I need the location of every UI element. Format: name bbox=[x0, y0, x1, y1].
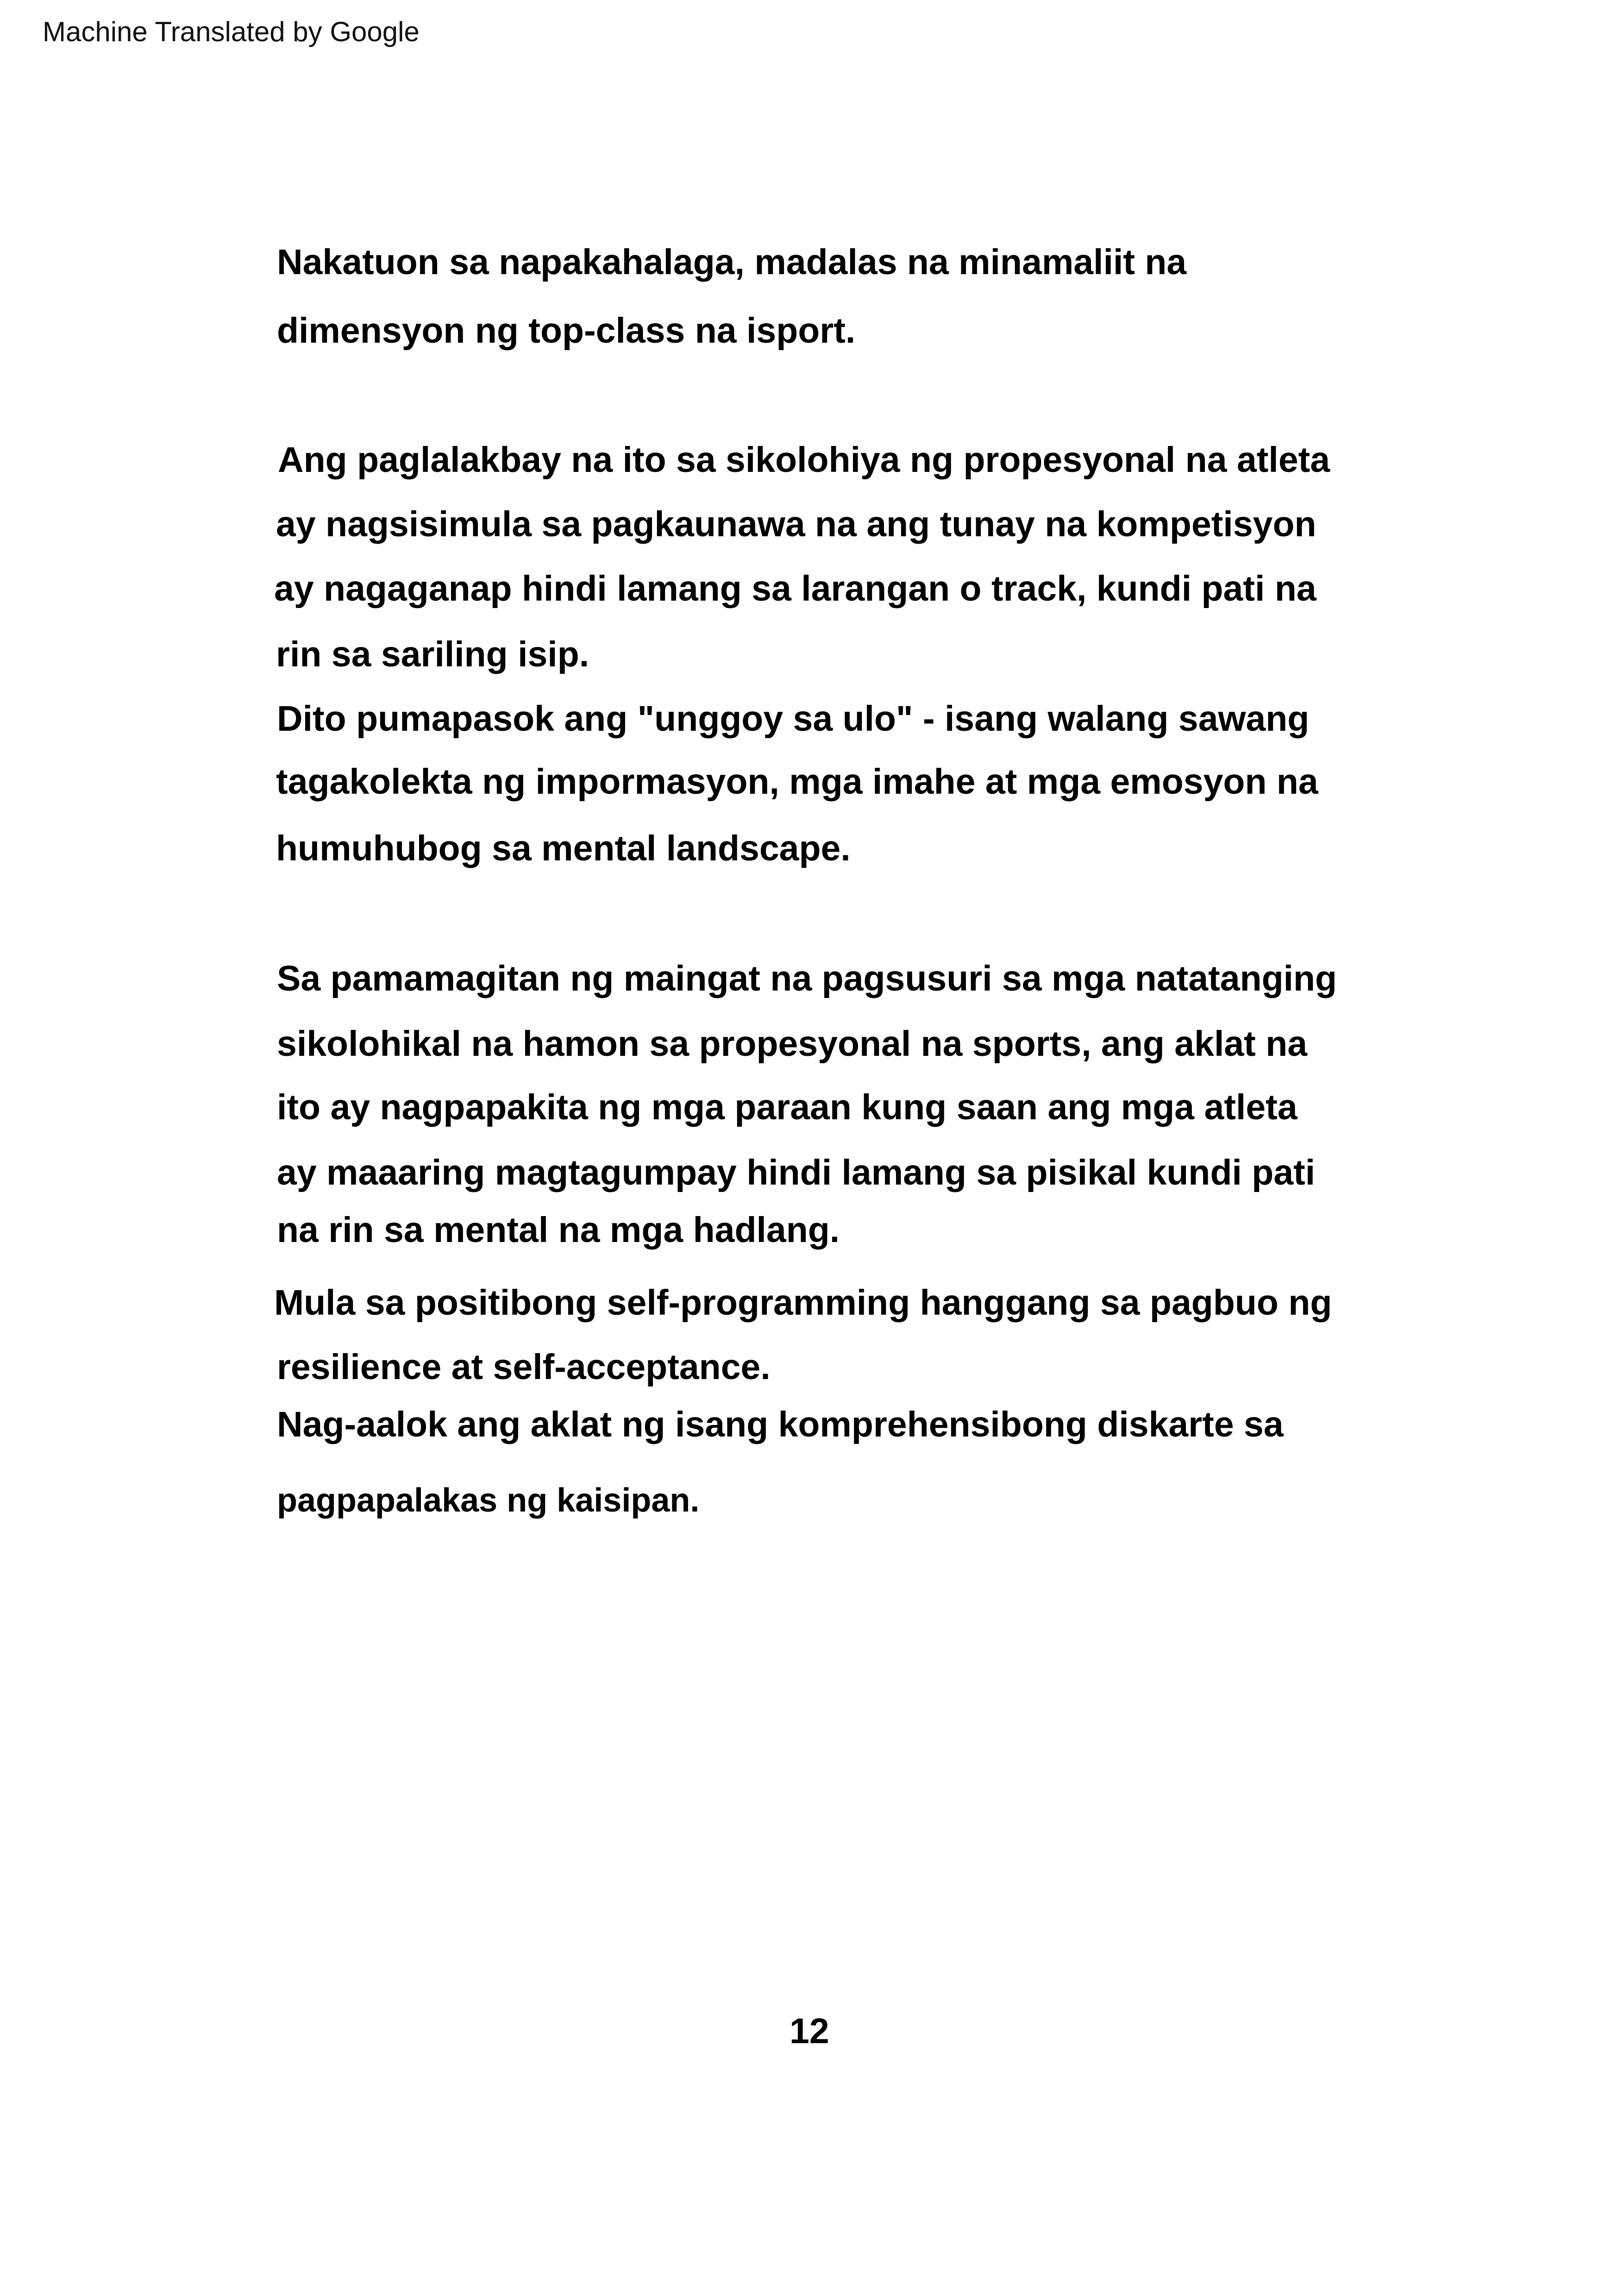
text-line: ay maaaring magtagumpay hindi lamang sa pisikal kundi pati bbox=[277, 1153, 1316, 1192]
text-line: Dito pumapasok ang "unggoy sa ulo" - isang walang sawang bbox=[277, 699, 1310, 739]
text-line: Mula sa positibong self-programming hanggang sa pagbuo ng bbox=[274, 1283, 1332, 1323]
text-line: resilience at self-acceptance. bbox=[277, 1347, 771, 1387]
text-line: pagpapalakas ng kaisipan. bbox=[277, 1482, 700, 1519]
text-line: dimensyon ng top-class na isport. bbox=[277, 311, 856, 351]
text-line: na rin sa mental na mga hadlang. bbox=[277, 1210, 840, 1250]
text-line: Sa pamamagitan ng maingat na pagsusuri sa mga natatanging bbox=[277, 959, 1337, 998]
text-line: ay nagaganap hindi lamang sa larangan o track, kundi pati na bbox=[274, 569, 1316, 609]
text-line: ay nagsisimula sa pagkaunawa na ang tunay na kompetisyon bbox=[276, 504, 1316, 544]
machine-translated-note: Machine Translated by Google bbox=[43, 16, 420, 47]
text-line: rin sa sariling isip. bbox=[276, 634, 589, 674]
text-line: tagakolekta ng impormasyon, mga imahe at mga emosyon na bbox=[276, 762, 1318, 802]
text-line: sikolohikal na hamon sa propesyonal na sports, ang aklat na bbox=[277, 1024, 1308, 1064]
text-line: Nag-aalok ang aklat ng isang komprehensibong diskarte sa bbox=[277, 1405, 1284, 1444]
text-line: Ang paglalakbay na ito sa sikolohiya ng propesyonal na atleta bbox=[278, 440, 1330, 480]
text-line: Nakatuon sa napakahalaga, madalas na minamaliit na bbox=[277, 242, 1187, 282]
text-line: humuhubog sa mental landscape. bbox=[276, 828, 851, 868]
text-line: ito ay nagpapakita ng mga paraan kung saan ang mga atleta bbox=[277, 1087, 1297, 1127]
page-number: 12 bbox=[790, 2011, 829, 2051]
